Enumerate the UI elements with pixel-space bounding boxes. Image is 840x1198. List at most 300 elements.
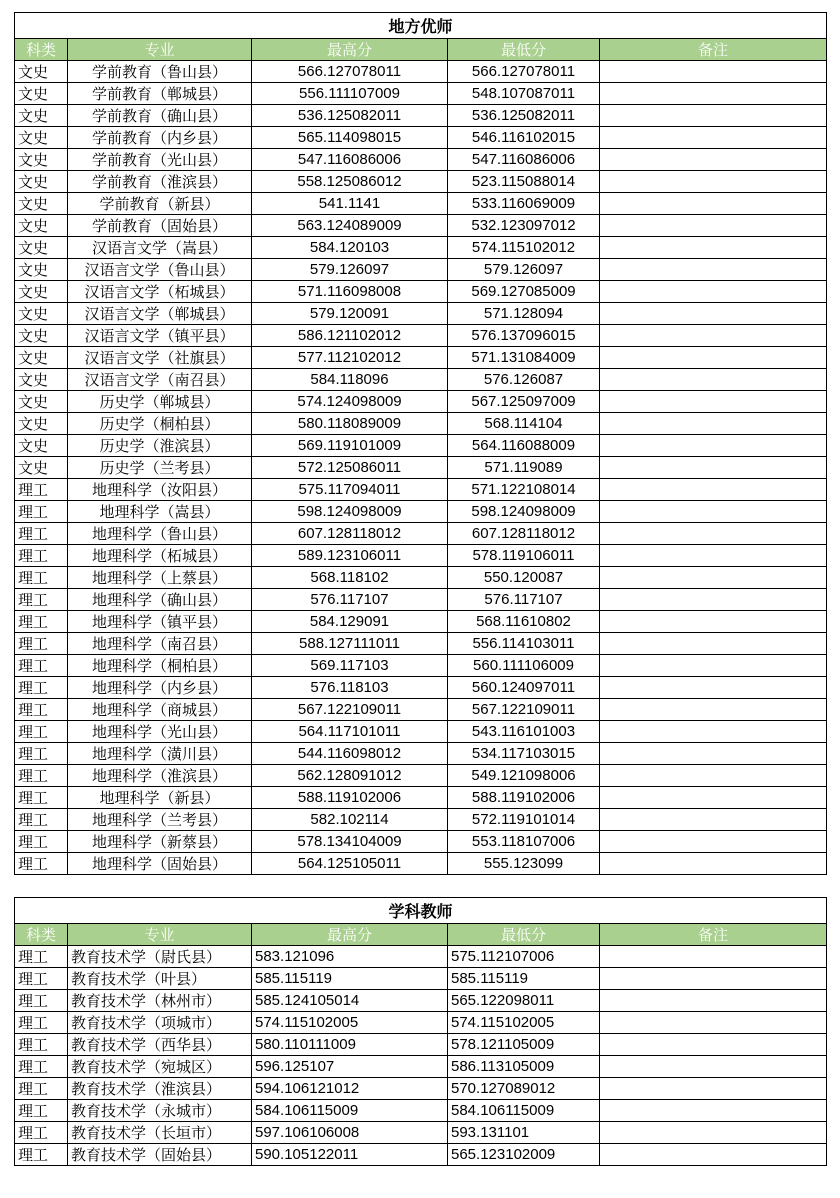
cell-remark [600, 237, 827, 259]
col-header-remark: 备注 [600, 924, 827, 946]
table-row [15, 809, 827, 831]
table-row [15, 990, 827, 1012]
cell-remark [600, 990, 827, 1012]
cell-min-score: 584.106115009 [448, 1100, 600, 1122]
cell-max-score: 579.126097 [252, 259, 448, 281]
cell-max-score: 568.118102 [252, 567, 448, 589]
table-row [15, 699, 827, 721]
cell-min-score: 534.117103015 [448, 743, 600, 765]
cell-min-score: 533.116069009 [448, 193, 600, 215]
table-row [15, 391, 827, 413]
cell-max-score: 536.125082011 [252, 105, 448, 127]
cell-major: 地理科学（确山县） [68, 589, 252, 611]
cell-category: 文史 [15, 347, 68, 369]
cell-min-score: 560.111106009 [448, 655, 600, 677]
cell-major: 学前教育（新县） [68, 193, 252, 215]
cell-max-score: 576.118103 [252, 677, 448, 699]
table-row [15, 721, 827, 743]
cell-category: 理工 [15, 611, 68, 633]
table-body [15, 61, 827, 875]
table-row [15, 1034, 827, 1056]
cell-remark [600, 1078, 827, 1100]
cell-major: 地理科学（镇平县） [68, 611, 252, 633]
table-row [15, 1078, 827, 1100]
cell-major: 地理科学（南召县） [68, 633, 252, 655]
table-row [15, 171, 827, 193]
table-row [15, 765, 827, 787]
cell-min-score: 556.114103011 [448, 633, 600, 655]
table-row [15, 946, 827, 968]
cell-major: 地理科学（内乡县） [68, 677, 252, 699]
table-row [15, 127, 827, 149]
cell-category: 文史 [15, 61, 68, 83]
cell-min-score: 546.116102015 [448, 127, 600, 149]
cell-major: 历史学（郸城县） [68, 391, 252, 413]
cell-category: 理工 [15, 1034, 68, 1056]
cell-category: 理工 [15, 765, 68, 787]
cell-category: 理工 [15, 1012, 68, 1034]
cell-category: 文史 [15, 435, 68, 457]
table-row [15, 1056, 827, 1078]
cell-min-score: 547.116086006 [448, 149, 600, 171]
cell-major: 汉语言文学（柘城县） [68, 281, 252, 303]
cell-max-score: 598.124098009 [252, 501, 448, 523]
cell-max-score: 563.124089009 [252, 215, 448, 237]
cell-min-score: 566.127078011 [448, 61, 600, 83]
cell-major: 地理科学（光山县） [68, 721, 252, 743]
cell-min-score: 579.126097 [448, 259, 600, 281]
cell-max-score: 566.127078011 [252, 61, 448, 83]
cell-major: 汉语言文学（社旗县） [68, 347, 252, 369]
table-row [15, 787, 827, 809]
cell-remark [600, 281, 827, 303]
cell-min-score: 568.11610802 [448, 611, 600, 633]
cell-category: 文史 [15, 413, 68, 435]
cell-remark [600, 413, 827, 435]
cell-max-score: 541.1141 [252, 193, 448, 215]
cell-min-score: 536.125082011 [448, 105, 600, 127]
cell-category: 理工 [15, 1122, 68, 1144]
cell-category: 文史 [15, 215, 68, 237]
cell-remark [600, 435, 827, 457]
cell-remark [600, 105, 827, 127]
cell-min-score: 571.128094 [448, 303, 600, 325]
cell-category: 理工 [15, 743, 68, 765]
cell-remark [600, 391, 827, 413]
cell-remark [600, 545, 827, 567]
table-row [15, 303, 827, 325]
table-row [15, 83, 827, 105]
cell-max-score: 544.116098012 [252, 743, 448, 765]
table-row [15, 968, 827, 990]
cell-remark [600, 127, 827, 149]
cell-remark [600, 1034, 827, 1056]
cell-remark [600, 633, 827, 655]
cell-category: 理工 [15, 721, 68, 743]
cell-category: 理工 [15, 831, 68, 853]
table-row [15, 149, 827, 171]
cell-max-score: 571.116098008 [252, 281, 448, 303]
cell-remark [600, 457, 827, 479]
cell-category: 文史 [15, 281, 68, 303]
cell-min-score: 576.126087 [448, 369, 600, 391]
cell-max-score: 580.118089009 [252, 413, 448, 435]
cell-remark [600, 721, 827, 743]
table-row [15, 281, 827, 303]
col-header-min-score: 最低分 [448, 924, 600, 946]
cell-min-score: 567.125097009 [448, 391, 600, 413]
cell-max-score: 585.115119 [252, 968, 448, 990]
table-row [15, 545, 827, 567]
cell-major: 教育技术学（永城市） [68, 1100, 252, 1122]
cell-remark [600, 501, 827, 523]
table-row [15, 743, 827, 765]
cell-remark [600, 149, 827, 171]
cell-remark [600, 1144, 827, 1166]
cell-remark [600, 347, 827, 369]
cell-min-score: 543.116101003 [448, 721, 600, 743]
cell-remark [600, 765, 827, 787]
cell-max-score: 564.117101011 [252, 721, 448, 743]
cell-category: 理工 [15, 677, 68, 699]
cell-category: 理工 [15, 479, 68, 501]
cell-remark [600, 567, 827, 589]
cell-max-score: 583.121096 [252, 946, 448, 968]
table-header-row [15, 39, 827, 61]
cell-category: 理工 [15, 655, 68, 677]
cell-min-score: 575.112107006 [448, 946, 600, 968]
table-title: 学科教师 [15, 898, 827, 924]
cell-major: 地理科学（汝阳县） [68, 479, 252, 501]
cell-category: 理工 [15, 990, 68, 1012]
cell-max-score: 556.111107009 [252, 83, 448, 105]
cell-max-score: 577.112102012 [252, 347, 448, 369]
cell-category: 文史 [15, 193, 68, 215]
cell-major: 地理科学（鲁山县） [68, 523, 252, 545]
table-body [15, 946, 827, 1166]
cell-remark [600, 171, 827, 193]
cell-max-score: 589.123106011 [252, 545, 448, 567]
cell-remark [600, 611, 827, 633]
cell-max-score: 547.116086006 [252, 149, 448, 171]
cell-min-score: 570.127089012 [448, 1078, 600, 1100]
cell-category: 文史 [15, 105, 68, 127]
cell-category: 文史 [15, 369, 68, 391]
cell-max-score: 574.115102005 [252, 1012, 448, 1034]
cell-min-score: 548.107087011 [448, 83, 600, 105]
cell-major: 地理科学（柘城县） [68, 545, 252, 567]
cell-major: 学前教育（淮滨县） [68, 171, 252, 193]
cell-remark [600, 1122, 827, 1144]
cell-category: 理工 [15, 1056, 68, 1078]
cell-min-score: 607.128118012 [448, 523, 600, 545]
cell-max-score: 576.117107 [252, 589, 448, 611]
table-title-row [15, 898, 827, 924]
col-header-max-score: 最高分 [252, 924, 448, 946]
cell-major: 地理科学（潢川县） [68, 743, 252, 765]
cell-min-score: 550.120087 [448, 567, 600, 589]
cell-major: 地理科学（新蔡县） [68, 831, 252, 853]
cell-category: 理工 [15, 545, 68, 567]
cell-major: 历史学（兰考县） [68, 457, 252, 479]
cell-max-score: 584.129091 [252, 611, 448, 633]
cell-remark [600, 303, 827, 325]
cell-max-score: 564.125105011 [252, 853, 448, 875]
col-header-category: 科类 [15, 39, 68, 61]
cell-category: 文史 [15, 391, 68, 413]
table-row [15, 523, 827, 545]
cell-min-score: 555.123099 [448, 853, 600, 875]
cell-max-score: 590.105122011 [252, 1144, 448, 1166]
cell-max-score: 596.125107 [252, 1056, 448, 1078]
cell-major: 历史学（淮滨县） [68, 435, 252, 457]
cell-category: 文史 [15, 325, 68, 347]
cell-category: 理工 [15, 523, 68, 545]
cell-min-score: 553.118107006 [448, 831, 600, 853]
cell-max-score: 567.122109011 [252, 699, 448, 721]
table-xueke-jiaoshi [14, 897, 827, 1166]
cell-major: 教育技术学（长垣市） [68, 1122, 252, 1144]
cell-remark [600, 1056, 827, 1078]
cell-remark [600, 1012, 827, 1034]
cell-min-score: 586.113105009 [448, 1056, 600, 1078]
cell-category: 理工 [15, 501, 68, 523]
cell-major: 地理科学（嵩县） [68, 501, 252, 523]
cell-remark [600, 831, 827, 853]
cell-major: 学前教育（鲁山县） [68, 61, 252, 83]
cell-max-score: 597.106106008 [252, 1122, 448, 1144]
col-header-major: 专业 [68, 39, 252, 61]
cell-remark [600, 1100, 827, 1122]
table-row [15, 105, 827, 127]
cell-remark [600, 853, 827, 875]
cell-remark [600, 809, 827, 831]
cell-category: 文史 [15, 127, 68, 149]
cell-max-score: 565.114098015 [252, 127, 448, 149]
cell-min-score: 571.119089 [448, 457, 600, 479]
cell-max-score: 585.124105014 [252, 990, 448, 1012]
cell-min-score: 585.115119 [448, 968, 600, 990]
cell-major: 地理科学（淮滨县） [68, 765, 252, 787]
col-header-min-score: 最低分 [448, 39, 600, 61]
cell-max-score: 584.118096 [252, 369, 448, 391]
cell-remark [600, 369, 827, 391]
cell-major: 教育技术学（固始县） [68, 1144, 252, 1166]
table-row [15, 677, 827, 699]
table-row [15, 369, 827, 391]
table-row [15, 325, 827, 347]
cell-major: 地理科学（兰考县） [68, 809, 252, 831]
cell-max-score: 584.106115009 [252, 1100, 448, 1122]
cell-max-score: 582.102114 [252, 809, 448, 831]
cell-category: 理工 [15, 787, 68, 809]
table-title-row [15, 13, 827, 39]
cell-major: 学前教育（内乡县） [68, 127, 252, 149]
cell-major: 汉语言文学（郸城县） [68, 303, 252, 325]
cell-category: 理工 [15, 946, 68, 968]
table-row [15, 831, 827, 853]
table-row [15, 479, 827, 501]
col-header-remark: 备注 [600, 39, 827, 61]
cell-min-score: 576.137096015 [448, 325, 600, 347]
cell-min-score: 523.115088014 [448, 171, 600, 193]
table-row [15, 215, 827, 237]
cell-category: 理工 [15, 699, 68, 721]
cell-max-score: 580.110111009 [252, 1034, 448, 1056]
table-row [15, 457, 827, 479]
table-title: 地方优师 [15, 13, 827, 39]
cell-min-score: 564.116088009 [448, 435, 600, 457]
table-row [15, 567, 827, 589]
cell-category: 理工 [15, 968, 68, 990]
table-row [15, 611, 827, 633]
cell-major: 学前教育（固始县） [68, 215, 252, 237]
cell-major: 学前教育（确山县） [68, 105, 252, 127]
cell-category: 文史 [15, 171, 68, 193]
table-row [15, 259, 827, 281]
cell-max-score: 574.124098009 [252, 391, 448, 413]
table-row [15, 1144, 827, 1166]
cell-min-score: 578.121105009 [448, 1034, 600, 1056]
cell-major: 地理科学（新县） [68, 787, 252, 809]
cell-max-score: 584.120103 [252, 237, 448, 259]
cell-max-score: 569.119101009 [252, 435, 448, 457]
table-row [15, 61, 827, 83]
cell-category: 文史 [15, 149, 68, 171]
cell-major: 教育技术学（尉氏县） [68, 946, 252, 968]
cell-category: 理工 [15, 1100, 68, 1122]
cell-major: 教育技术学（林州市） [68, 990, 252, 1012]
cell-major: 教育技术学（西华县） [68, 1034, 252, 1056]
cell-min-score: 569.127085009 [448, 281, 600, 303]
cell-major: 历史学（桐柏县） [68, 413, 252, 435]
cell-category: 理工 [15, 853, 68, 875]
cell-category: 理工 [15, 633, 68, 655]
cell-major: 地理科学（固始县） [68, 853, 252, 875]
cell-min-score: 565.123102009 [448, 1144, 600, 1166]
col-header-category: 科类 [15, 924, 68, 946]
cell-category: 文史 [15, 83, 68, 105]
table-row [15, 633, 827, 655]
cell-major: 地理科学（桐柏县） [68, 655, 252, 677]
cell-major: 教育技术学（淮滨县） [68, 1078, 252, 1100]
cell-remark [600, 61, 827, 83]
cell-major: 教育技术学（宛城区） [68, 1056, 252, 1078]
table-row [15, 1100, 827, 1122]
cell-min-score: 588.119102006 [448, 787, 600, 809]
cell-min-score: 565.122098011 [448, 990, 600, 1012]
cell-min-score: 572.119101014 [448, 809, 600, 831]
cell-major: 汉语言文学（镇平县） [68, 325, 252, 347]
cell-category: 文史 [15, 259, 68, 281]
cell-min-score: 574.115102005 [448, 1012, 600, 1034]
cell-max-score: 558.125086012 [252, 171, 448, 193]
cell-major: 汉语言文学（南召县） [68, 369, 252, 391]
cell-major: 汉语言文学（嵩县） [68, 237, 252, 259]
cell-category: 理工 [15, 589, 68, 611]
table-row [15, 435, 827, 457]
table-row [15, 347, 827, 369]
table-row [15, 413, 827, 435]
cell-remark [600, 946, 827, 968]
cell-remark [600, 787, 827, 809]
table-row [15, 1012, 827, 1034]
cell-max-score: 594.106121012 [252, 1078, 448, 1100]
cell-max-score: 579.120091 [252, 303, 448, 325]
cell-max-score: 572.125086011 [252, 457, 448, 479]
table-row [15, 501, 827, 523]
cell-min-score: 571.131084009 [448, 347, 600, 369]
cell-remark [600, 699, 827, 721]
cell-major: 学前教育（郸城县） [68, 83, 252, 105]
cell-remark [600, 743, 827, 765]
cell-category: 文史 [15, 457, 68, 479]
cell-remark [600, 215, 827, 237]
cell-min-score: 598.124098009 [448, 501, 600, 523]
cell-max-score: 569.117103 [252, 655, 448, 677]
table-difang-youshi [14, 12, 827, 875]
cell-remark [600, 677, 827, 699]
cell-min-score: 578.119106011 [448, 545, 600, 567]
table-row [15, 237, 827, 259]
cell-max-score: 575.117094011 [252, 479, 448, 501]
cell-remark [600, 968, 827, 990]
cell-min-score: 549.121098006 [448, 765, 600, 787]
cell-min-score: 576.117107 [448, 589, 600, 611]
cell-max-score: 588.119102006 [252, 787, 448, 809]
cell-major: 教育技术学（项城市） [68, 1012, 252, 1034]
cell-min-score: 560.124097011 [448, 677, 600, 699]
cell-min-score: 567.122109011 [448, 699, 600, 721]
cell-category: 理工 [15, 1144, 68, 1166]
cell-remark [600, 523, 827, 545]
cell-min-score: 568.114104 [448, 413, 600, 435]
table-row [15, 589, 827, 611]
cell-min-score: 574.115102012 [448, 237, 600, 259]
cell-max-score: 588.127111011 [252, 633, 448, 655]
cell-remark [600, 325, 827, 347]
cell-remark [600, 479, 827, 501]
cell-min-score: 571.122108014 [448, 479, 600, 501]
cell-category: 文史 [15, 303, 68, 325]
cell-min-score: 593.131101 [448, 1122, 600, 1144]
cell-major: 汉语言文学（鲁山县） [68, 259, 252, 281]
cell-category: 理工 [15, 567, 68, 589]
cell-category: 理工 [15, 1078, 68, 1100]
table-row [15, 1122, 827, 1144]
cell-major: 地理科学（商城县） [68, 699, 252, 721]
cell-major: 教育技术学（叶县） [68, 968, 252, 990]
cell-min-score: 532.123097012 [448, 215, 600, 237]
cell-major: 学前教育（光山县） [68, 149, 252, 171]
table-row [15, 193, 827, 215]
cell-max-score: 586.121102012 [252, 325, 448, 347]
cell-max-score: 578.134104009 [252, 831, 448, 853]
cell-remark [600, 655, 827, 677]
cell-remark [600, 589, 827, 611]
cell-remark [600, 259, 827, 281]
table-header-row [15, 924, 827, 946]
cell-category: 文史 [15, 237, 68, 259]
cell-major: 地理科学（上蔡县） [68, 567, 252, 589]
cell-max-score: 562.128091012 [252, 765, 448, 787]
cell-max-score: 607.128118012 [252, 523, 448, 545]
cell-remark [600, 83, 827, 105]
col-header-major: 专业 [68, 924, 252, 946]
col-header-max-score: 最高分 [252, 39, 448, 61]
table-row [15, 853, 827, 875]
cell-remark [600, 193, 827, 215]
